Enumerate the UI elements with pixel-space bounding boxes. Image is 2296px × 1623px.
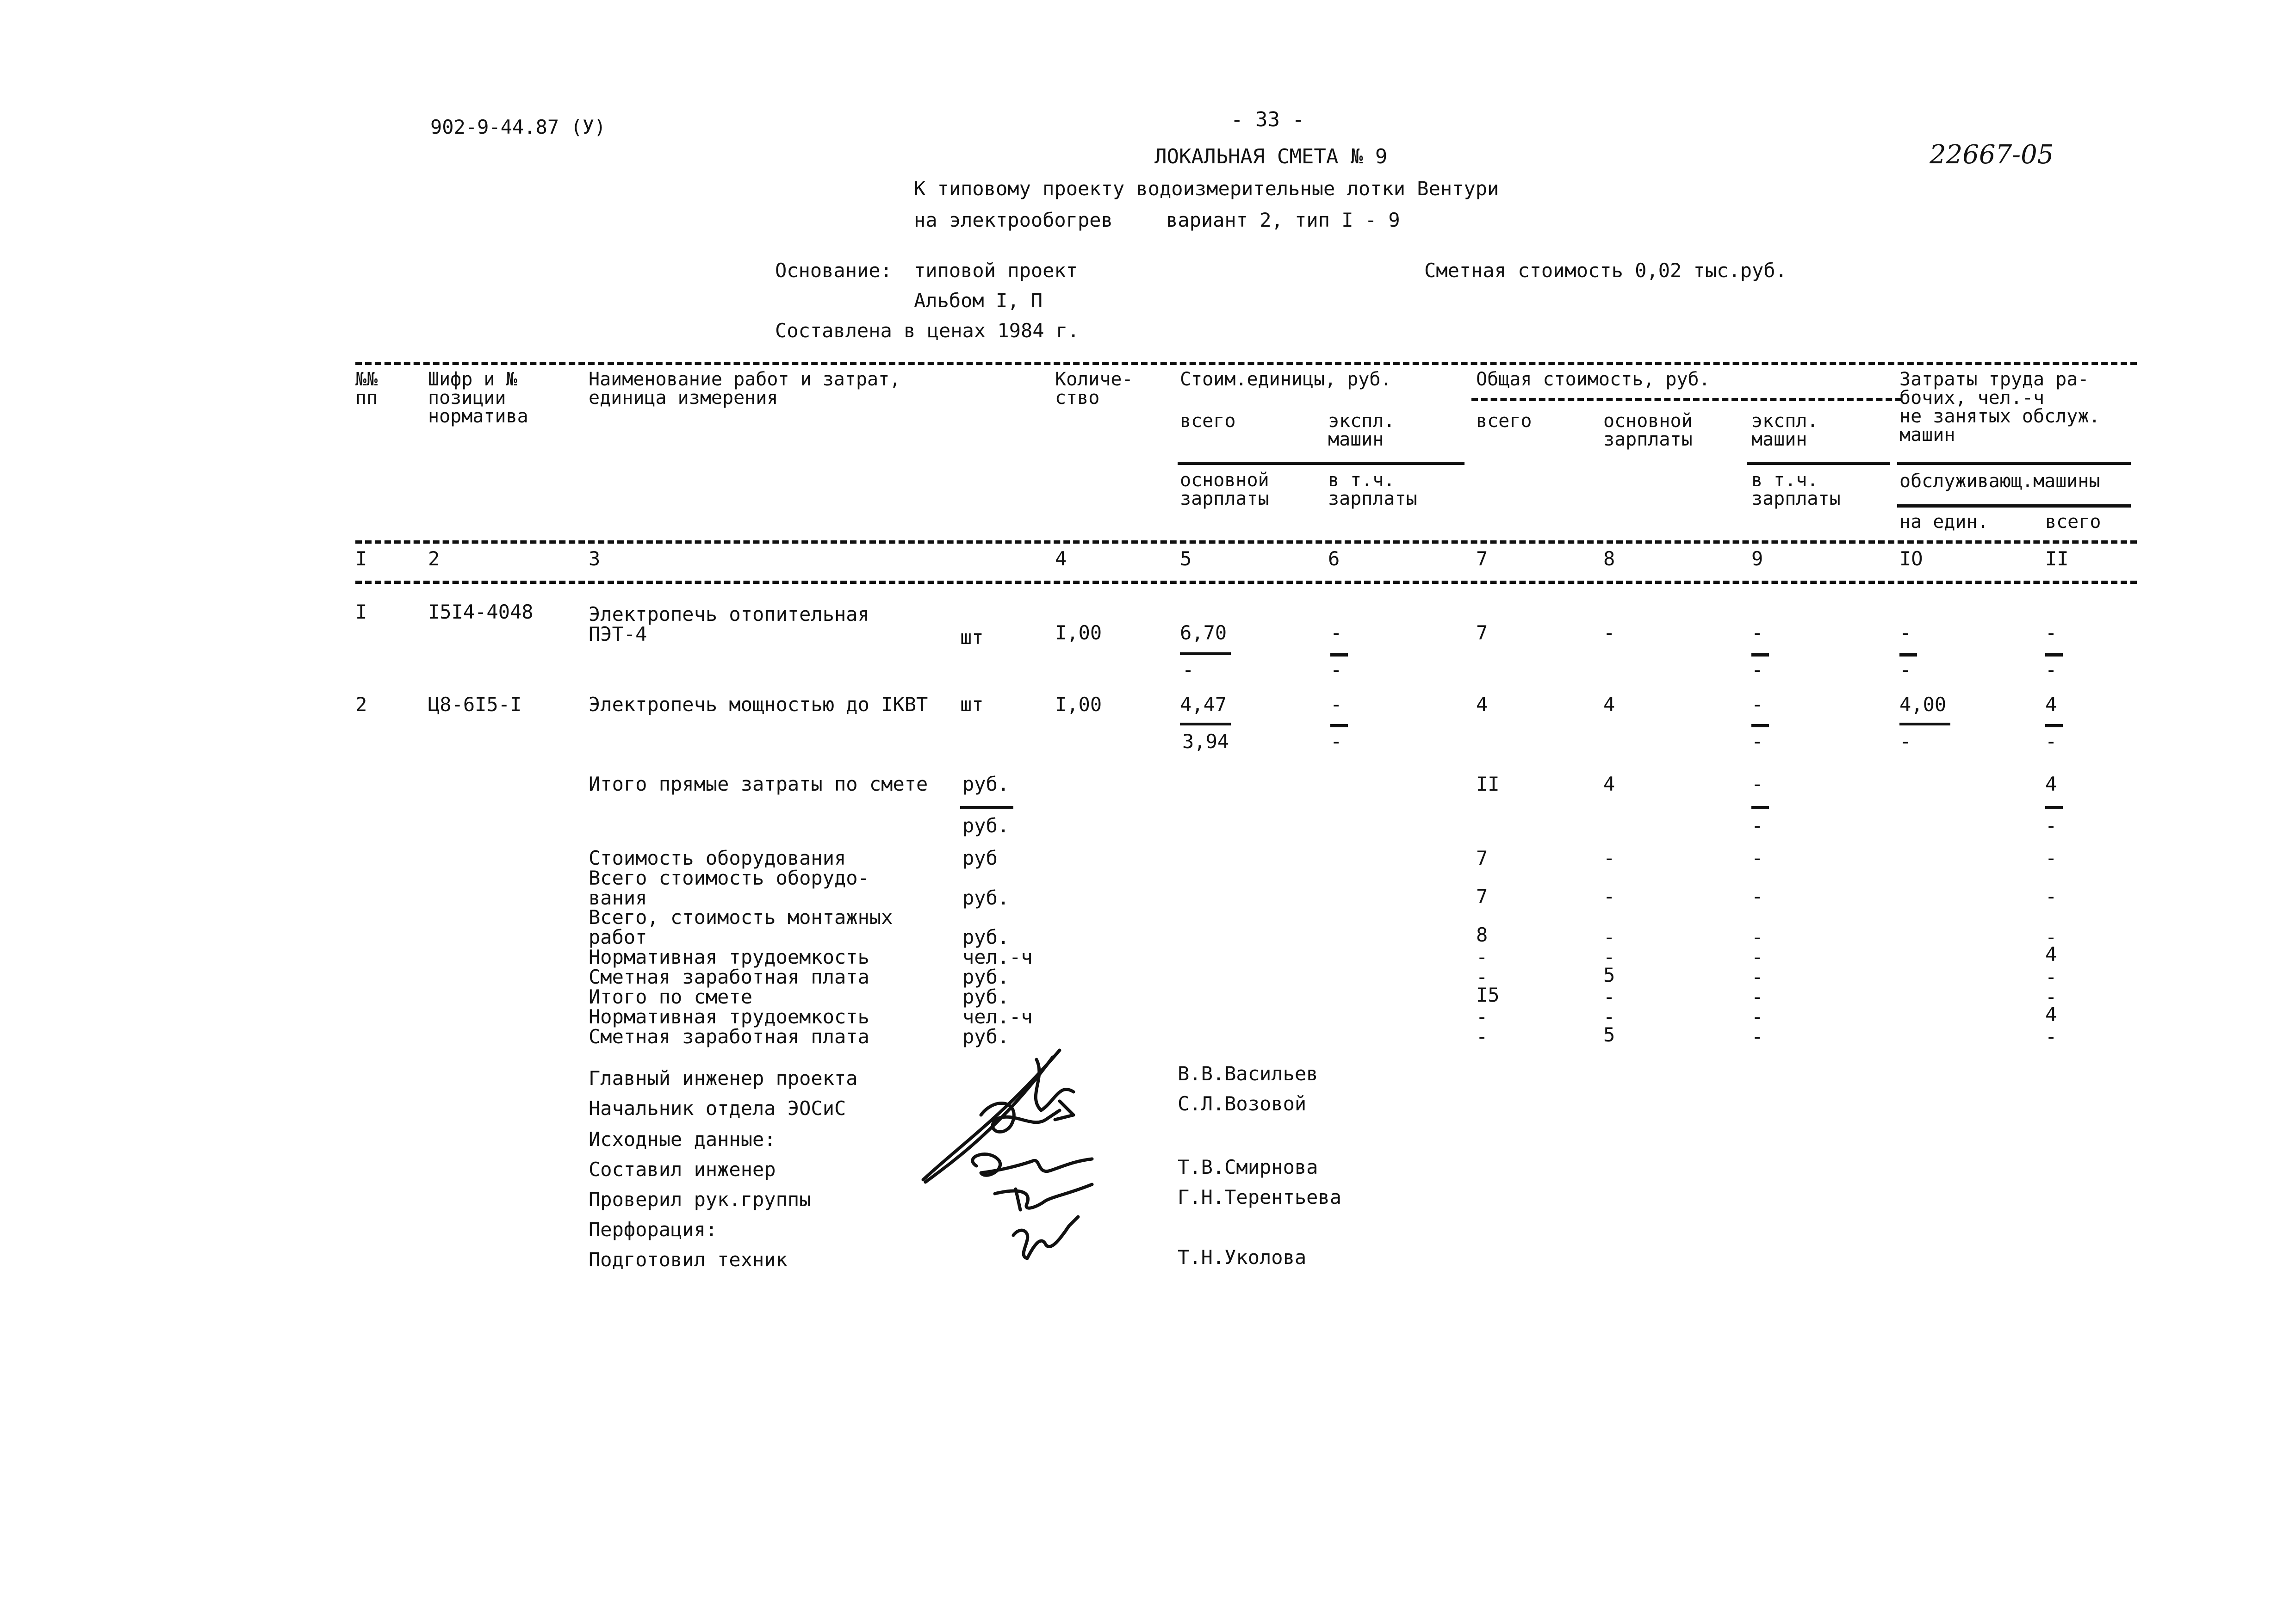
row-total: 4 [1476, 693, 1488, 716]
signature-stroke [995, 1184, 1092, 1208]
signature-name: С.Л.Возовой [1178, 1092, 1307, 1115]
row-unit-base: 3,94 [1182, 730, 1229, 753]
summary-unit: руб. [962, 966, 1010, 988]
row-name: Электропечь мощностью до IКВТ [589, 693, 928, 716]
summary-mach: - [1751, 926, 1763, 948]
row-unit-incl: - [1330, 658, 1342, 681]
summary-base: - [1603, 946, 1615, 968]
row-unit-cost: 4,47 [1180, 693, 1227, 716]
summary-mach: - [1751, 1005, 1763, 1028]
summary-label: Всего стоимость оборудо- [589, 867, 869, 889]
summary-unit: чел.-ч [962, 946, 1033, 968]
summary-total: 8 [1476, 923, 1488, 946]
row-number: 2 [355, 693, 367, 716]
row-code: Ц8-6I5-I [428, 693, 522, 716]
summary-mach: - [1751, 885, 1763, 908]
fraction-bar [1899, 653, 1917, 657]
row-code: I5I4-4048 [428, 601, 534, 623]
summary-mach: - [1751, 1025, 1763, 1048]
document-code: 902-9-44.87 (У) [430, 116, 606, 138]
summary-label: вания [589, 886, 647, 909]
summary-label: Стоимость оборудования [589, 847, 846, 869]
fraction-bar [1330, 653, 1348, 657]
summary-labor: - [2045, 985, 2057, 1008]
total-cost-mach-header: экспл. машин [1751, 410, 1818, 450]
row-qty: I,00 [1055, 693, 1102, 716]
signature-stroke [973, 1154, 1092, 1176]
summary-base: - [1603, 847, 1615, 869]
col-number: 8 [1603, 547, 1615, 570]
fraction-bar [1751, 653, 1769, 657]
col-number: 3 [589, 547, 601, 570]
unit-cost-incl-header: в т.ч. зарплаты [1328, 470, 1417, 509]
summary-base: - [1603, 885, 1615, 908]
row-labor-total-2: - [2045, 658, 2057, 681]
col-number: 4 [1055, 547, 1067, 570]
summary-total: - [1476, 966, 1488, 988]
labor-unit-header: на един. [1899, 511, 1989, 533]
fraction-bar [1330, 724, 1348, 727]
unit-cost-mach-header: экспл. машин [1328, 410, 1395, 450]
signature-name: В.В.Васильев [1178, 1062, 1318, 1085]
col-number: 6 [1328, 547, 1340, 570]
price-level: Составлена в ценах 1984 г. [775, 319, 1080, 342]
direct-costs-labor-2: - [2045, 814, 2057, 837]
basis-label: Основание: [775, 259, 892, 282]
direct-costs-total: II [1476, 773, 1500, 795]
summary-total: - [1476, 946, 1488, 968]
total-cost-total-header: всего [1476, 410, 1532, 432]
col-name-header: Наименование работ и затрат, единица измерения [589, 369, 901, 409]
summary-labor: - [2045, 966, 2057, 988]
direct-costs-unit-2: руб. [962, 814, 1010, 837]
row-unit-base: - [1182, 658, 1194, 681]
summary-labor: 4 [2045, 943, 2057, 966]
summary-labor: 4 [2045, 1003, 2057, 1026]
row-labor-total-2: - [2045, 730, 2057, 753]
fraction-bar [960, 806, 1013, 809]
signature-role: Проверил рук.группы [589, 1188, 811, 1211]
summary-label: Сметная заработная плата [589, 1025, 869, 1048]
summary-labor: - [2045, 1025, 2057, 1048]
col-number: II [2045, 547, 2069, 570]
row-mach: - [1751, 693, 1763, 716]
row-unit-mach: - [1330, 621, 1342, 644]
summary-total: - [1476, 1005, 1488, 1028]
basis-line-1: типовой проект [914, 259, 1078, 282]
signature-role: Начальник отдела ЭОСиС [589, 1097, 846, 1120]
col-number: 2 [428, 547, 440, 570]
col-number: 5 [1180, 547, 1192, 570]
summary-base: - [1603, 926, 1615, 948]
summary-labor: - [2045, 847, 2057, 869]
row-name-line-2: ПЭТ-4 [589, 623, 647, 645]
col-code-header: Шифр и № позиции норматива [428, 369, 528, 427]
summary-unit: руб [962, 847, 998, 869]
row-unit-incl: - [1330, 730, 1342, 753]
summary-label: работ [589, 926, 647, 948]
fraction-bar [1180, 652, 1231, 655]
row-unit: шт [960, 626, 984, 649]
summary-mach: - [1751, 966, 1763, 988]
header-top-rule [355, 362, 2137, 365]
summary-base: - [1603, 1005, 1615, 1028]
fraction-bar [1180, 723, 1231, 725]
basis-line-2: Альбом I, П [914, 289, 1043, 312]
row-base: - [1603, 621, 1615, 644]
total-cost-header: Общая стоимость, руб. [1476, 369, 1710, 390]
total-cost-base-header: основной зарплаты [1603, 410, 1693, 450]
summary-total: 7 [1476, 885, 1488, 908]
direct-costs-base: 4 [1603, 773, 1615, 795]
fraction-bar [2045, 806, 2063, 809]
summary-unit: руб. [962, 926, 1010, 948]
summary-label: Итого по смете [589, 985, 753, 1008]
col-qty-header: Количе- ство [1055, 369, 1133, 409]
row-base: 4 [1603, 693, 1615, 716]
summary-unit: руб. [962, 886, 1010, 909]
row-unit: шт [960, 693, 984, 716]
row-labor-unit: 4,00 [1899, 693, 1947, 716]
signature-role: Подготовил техник [589, 1248, 788, 1271]
total-cost-rule [1471, 398, 1902, 401]
labor-serv-rule [1897, 504, 2131, 508]
direct-costs-incl: - [1751, 814, 1763, 837]
estimate-title: ЛОКАЛЬНАЯ СМЕТА № 9 [1154, 145, 1388, 168]
row-name: Электропечь отопительная [589, 603, 869, 626]
page-number: - 33 - [1231, 108, 1304, 131]
labor-header: Затраты труда ра- бочих, чел.-ч не занятых обслуж. машин [1899, 369, 2100, 446]
total-cost-incl-header: в т.ч. зарплаты [1751, 470, 1841, 509]
row-labor-total: - [2045, 621, 2057, 644]
row-incl: - [1751, 730, 1763, 753]
summary-mach: - [1751, 946, 1763, 968]
fraction-bar [2045, 653, 2063, 657]
row-number: I [355, 601, 367, 623]
signature-name: Т.Н.Уколова [1178, 1246, 1307, 1269]
col-num-header: №№ пп [355, 369, 378, 409]
row-qty: I,00 [1055, 621, 1102, 644]
signature-stroke [1036, 1059, 1074, 1110]
row-labor-unit-2: - [1899, 658, 1911, 681]
row-incl: - [1751, 658, 1763, 681]
row-labor-total: 4 [2045, 693, 2057, 716]
direct-costs-unit: руб. [962, 773, 1010, 795]
row-mach: - [1751, 621, 1763, 644]
col-number: I [355, 547, 367, 570]
unit-cost-sub-rule [1178, 462, 1464, 465]
direct-costs-labor: 4 [2045, 773, 2057, 795]
col-number: IO [1899, 547, 1923, 570]
mach-sub-rule [1747, 462, 1890, 465]
summary-label: Сметная заработная плата [589, 966, 869, 988]
signature-stroke [1013, 1217, 1078, 1258]
signature-role: Исходные данные: [589, 1128, 776, 1151]
summary-unit: руб. [962, 1025, 1010, 1048]
summary-base: 5 [1603, 964, 1615, 986]
subtitle-line-2a: на электрообогрев [914, 209, 1113, 231]
unit-cost-header: Стоим.единицы, руб. [1180, 369, 1392, 390]
summary-label: Всего, стоимость монтажных [589, 906, 893, 929]
col-number: 7 [1476, 547, 1488, 570]
subtitle-line-1: К типовому проекту водоизмерительные лотки Вентури [914, 177, 1499, 200]
labor-sub-rule [1897, 462, 2131, 465]
summary-labor: - [2045, 926, 2057, 948]
col-number: 9 [1751, 547, 1763, 570]
summary-total: I5 [1476, 984, 1500, 1006]
signature-name: Т.В.Смирнова [1178, 1156, 1318, 1178]
signature-stroke [925, 1057, 1053, 1182]
handwritten-signatures [921, 1041, 1161, 1282]
fraction-bar [1751, 806, 1769, 809]
summary-mach: - [1751, 985, 1763, 1008]
estimated-cost: Сметная стоимость 0,02 тыс.руб. [1424, 259, 1787, 282]
fraction-bar [2045, 724, 2063, 727]
row-labor-unit: - [1899, 621, 1911, 644]
header-bottom-rule [355, 581, 2137, 584]
signature-role: Главный инженер проекта [589, 1067, 858, 1090]
subtitle-line-2b: вариант 2, тип I - 9 [1166, 209, 1400, 231]
signature-role: Составил инженер [589, 1158, 776, 1181]
summary-mach: - [1751, 847, 1763, 869]
signature-role: Перфорация: [589, 1218, 718, 1241]
row-labor-unit-2: - [1899, 730, 1911, 753]
header-mid-rule [355, 540, 2137, 544]
unit-cost-total-header: всего [1180, 410, 1236, 432]
handwritten-number: 22667-05 [1930, 140, 2054, 170]
summary-unit: чел.-ч [962, 1005, 1033, 1028]
summary-unit: руб. [962, 985, 1010, 1008]
fraction-bar [1751, 724, 1769, 727]
summary-label: Нормативная трудоемкость [589, 946, 869, 968]
direct-costs-mach: - [1751, 773, 1763, 795]
labor-serv-header: обслуживающ.машины [1899, 471, 2100, 492]
summary-label: Нормативная трудоемкость [589, 1005, 869, 1028]
direct-costs-label: Итого прямые затраты по смете [589, 773, 928, 795]
summary-total: - [1476, 1025, 1488, 1048]
row-total: 7 [1476, 621, 1488, 644]
row-unit-cost: 6,70 [1180, 621, 1227, 644]
summary-base: 5 [1603, 1023, 1615, 1046]
summary-total: 7 [1476, 847, 1488, 869]
summary-labor: - [2045, 885, 2057, 908]
row-unit-mach: - [1330, 693, 1342, 716]
summary-base: - [1603, 985, 1615, 1008]
labor-total-header: всего [2045, 511, 2101, 533]
fraction-bar [1899, 723, 1950, 725]
signature-name: Г.Н.Терентьева [1178, 1186, 1342, 1208]
unit-cost-base-header: основной зарплаты [1180, 470, 1269, 509]
